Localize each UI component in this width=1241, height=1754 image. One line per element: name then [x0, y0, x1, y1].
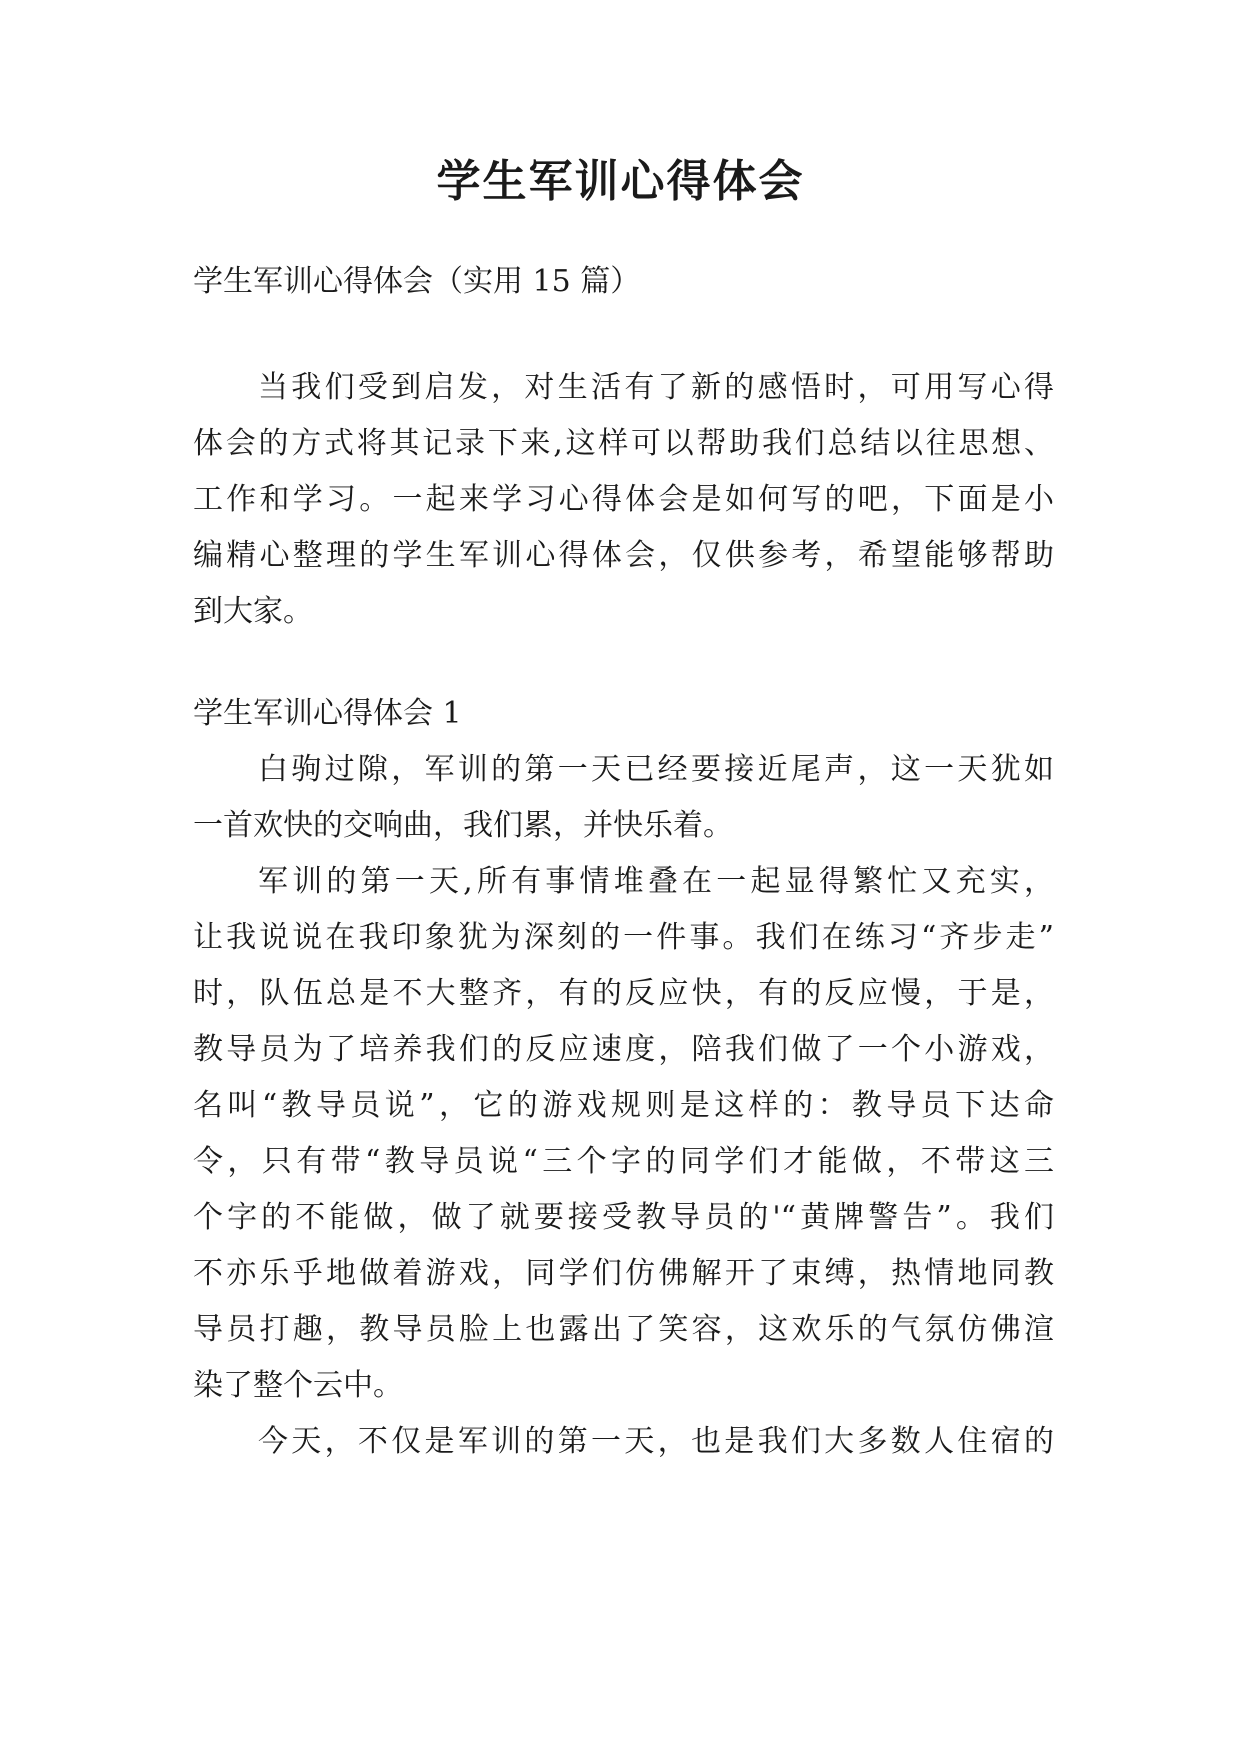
intro-line: 当我们受到启发，对生活有了新的感悟时，可用写心得 [258, 370, 1054, 405]
paragraph-line: 染了整个云中。 [193, 1368, 403, 1403]
document-subtitle: 学生军训心得体会（实用 15 篇） [193, 264, 641, 299]
paragraph-line: 白驹过隙，军训的第一天已经要接近尾声，这一天犹如 [258, 752, 1054, 787]
paragraph-line: 不亦乐乎地做着游戏，同学们仿佛解开了束缚，热情地同教 [193, 1256, 1054, 1291]
paragraph-line: 军训的第一天,所有事情堆叠在一起显得繁忙又充实， [258, 864, 1054, 899]
paragraph-line: 时，队伍总是不大整齐，有的反应快，有的反应慢，于是， [193, 976, 1054, 1011]
intro-line: 工作和学习。一起来学习心得体会是如何写的吧，下面是小 [193, 482, 1054, 517]
paragraph-line: 今天，不仅是军训的第一天，也是我们大多数人住宿的 [258, 1424, 1054, 1459]
paragraph-line: 一首欢快的交响曲，我们累，并快乐着。 [193, 808, 733, 843]
paragraph-line: 个字的不能做，做了就要接受教导员的'“黄牌警告”。我们 [193, 1200, 1054, 1235]
paragraph-line: 名叫“教导员说”，它的游戏规则是这样的：教导员下达命 [193, 1088, 1054, 1123]
paragraph-line: 导员打趣，教导员脸上也露出了笑容，这欢乐的气氛仿佛渲 [193, 1312, 1054, 1347]
paragraph-line: 让我说说在我印象犹为深刻的一件事。我们在练习“齐步走” [193, 920, 1054, 955]
intro-line: 到大家。 [193, 594, 313, 629]
document-title: 学生军训心得体会 [436, 156, 805, 207]
intro-line: 体会的方式将其记录下来,这样可以帮助我们总结以往思想、 [193, 426, 1054, 461]
paragraph-line: 令，只有带“教导员说“三个字的同学们才能做，不带这三 [193, 1144, 1054, 1179]
section-heading: 学生军训心得体会 1 [193, 696, 462, 731]
intro-line: 编精心整理的学生军训心得体会，仅供参考，希望能够帮助 [193, 538, 1054, 573]
paragraph-line: 教导员为了培养我们的反应速度，陪我们做了一个小游戏， [193, 1032, 1054, 1067]
